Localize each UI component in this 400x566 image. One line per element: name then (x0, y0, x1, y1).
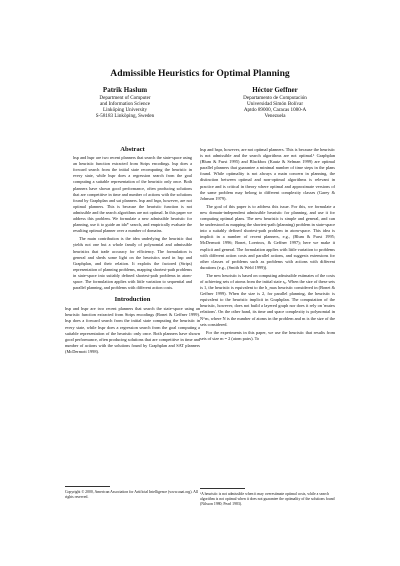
copyright-text: Copyright © 2000, American Association for Artificial Intelligence (www.aaai.org). All rights reserved. (65, 490, 199, 499)
abstract-paragraph: hsp and hspr are two recent planners that search the state-space using an heuristic function extracted from Strips encodings. hsp does a forward search from the initial state recomputing the heuristic in every state, while hspr does a regression search from the goal computing a suitable representation of the heuristic only once. Both planners have shown good performance, often producing solutions that are competitive in time and number of actions with the solutions found by Graphplan and sat planners. hsp and hspr, however, are not optimal planners. This is because the heuristic function is not admissible and the search algorithms are not optimal. In this paper we address this problem. We formulate a new admissible heuristic for planning, use it to guide an ida* search, and empirically evaluate the resulting optimal planner over a number of domains. (73, 155, 192, 234)
author-affiliation-line: Department of Computer (99, 94, 151, 101)
author-block-1 (55, 86, 195, 119)
footnote-rule (65, 486, 110, 487)
body-paragraph: hsp and hspr are two recent planners that search the state-space using an heuristic function extracted from Strips encodings (Bonet & Geffner 1999). hsp does a forward search from the initial state computing the heuristic in every state, while hspr does a regression search from the goal computing a suitable representation of the heuristic only once. Both planners have shown good performance, often producing solutions that are competitive in time and number of actions with the solutions found by Graphplan and SAT planners (McDermott 1998). (65, 306, 200, 354)
author-name: Héctor Geffner (252, 86, 298, 94)
footnote-text: ¹A heuristic is not admissible when it may overestimate optimal costs, while a search algorithm is not optimal when it does not guarantee the optimality of the solutions found (Nilsson 1980; Pearl 1983). (200, 492, 335, 506)
author-name: Patrik Haslum (102, 86, 148, 94)
right-column (200, 147, 335, 344)
author-affiliation-line: Departamento de Computación (243, 94, 307, 101)
footnote (200, 488, 335, 506)
abstract-heading: Abstract (120, 146, 145, 153)
body-paragraph: For the experiments in this paper, we use the heuristic that results from sets of size m = 2 (atom pairs). To (200, 329, 335, 341)
body-paragraph: The goal of this paper is to address this issue. For this, we formulate a new domain-independent admissible heuristic for planning, and use it for computing optimal plans. The new heuristic is simple and general, and can be understood as mapping the shortest-path (planning) problem in state-space into a suitably defined shortest-path problem in atom-space. This idea is implicit in a number of recent planners, e.g., (Blum & Furst 1995; McDermott 1996; Bonet, Loerincs, & Geffner 1997); here we make it explicit and general. The formulation applies with little variation to problems with different action costs and parallel actions, and suggests extensions for other classes of problems such as problems with actions with different durations (e.g., (Smith & Weld 1999)). (200, 203, 335, 270)
author-affiliation-line: and Information Science (99, 100, 151, 107)
intro-heading: Introduction (114, 296, 151, 304)
author-block-2 (205, 86, 345, 119)
body-paragraph: hsp and hspr, however, are not optimal planners. This is because the heuristic is not admissible and the search algorithms are not optimal.¹ Graphplan (Blum & Furst 1995) and Blackbox (Kautz & Selman 1999) are optimal parallel planners that guarantee a minimal number of time steps in the plans found. While optimality is not always a main concern in planning, the distinction between optimal and non-optimal algorithms is relevant in practice and is critical in theory where optimal and approximate versions of the same problem may belong to different complexity classes (Garey & Johnson 1979). (200, 147, 335, 201)
body-paragraph: The new heuristic is based on computing admissible estimates of the costs of achieving sets of atoms from the initial state s₀. When the size of these sets is 1, the heuristic is equivalent to the h_max heuristic considered in (Bonet & Geffner 1999). When the size is 2, for parallel planning, the heuristic is equivalent to the heuristic implicit in Graphplan. The computation of the heuristic, however, does not build a layered graph nor does it rely on 'mutex relations'. On the other hand, its time and space complexity is polynomial in N^m, where N is the number of atoms in the problem and m is the size of the sets considered. (200, 272, 335, 327)
footnote-rule (200, 488, 245, 489)
copyright-notice (65, 486, 200, 500)
paper-title: Admissible Heuristics for Optimal Planning (110, 68, 290, 79)
author-affiliation-line: Linköping University (102, 106, 147, 113)
left-column (65, 147, 200, 357)
author-affiliation-line: Aptdo 89000, Caracas 1080-A (243, 106, 307, 113)
abstract-paragraph: The main contribution is the idea underlying the heuristic that yields not one but a whole family of polynomial and admissible heuristics that trade accuracy for efficiency. The formulation is general and sheds some light on the heuristics used in hsp and Graphplan, and their relation. It exploits the factored (Strips) representation of planning problems, mapping shortest-path problems in state-space into suitably defined shortest-path problems in atom-space. The formulation applies with little variation to sequential and parallel planning, and problems with different action costs. (73, 236, 192, 291)
author-affiliation-line: Universidad Simón Bolívar (246, 100, 304, 107)
author-affiliation-line: Venezuela (264, 112, 286, 119)
author-affiliation-line: S-58183 Linköping, Sweden (95, 112, 155, 119)
abstract-body (73, 155, 192, 291)
